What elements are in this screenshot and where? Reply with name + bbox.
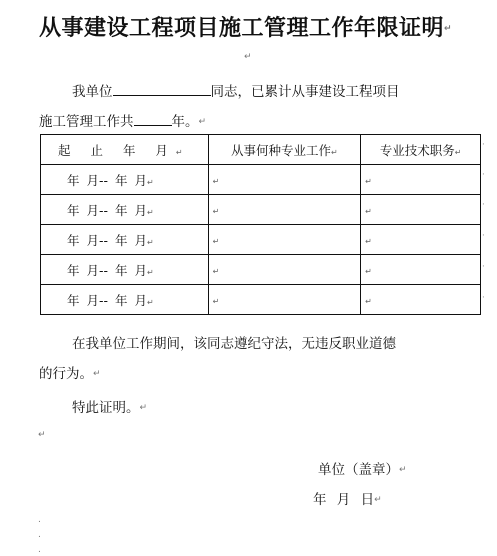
table-header-row: [41, 135, 481, 165]
table-row: [41, 285, 481, 315]
conduct-line-1: 在我单位工作期间，该同志遵纪守法，无违反职业道德: [72, 336, 396, 352]
table-row: [41, 225, 481, 255]
row-end-mark-icon: ·: [482, 140, 485, 150]
row-end-mark-icon: ·: [482, 200, 485, 210]
intro-line-1: 我单位 同志，已累计从事建设工程项目: [72, 84, 400, 100]
work-cell[interactable]: ↵: [208, 255, 360, 285]
row-end-mark-icon: ·: [482, 293, 485, 303]
document-title: 从事建设工程项目施工管理工作年限证明↵: [39, 15, 453, 41]
paragraph-mark-icon: ↵: [139, 403, 148, 413]
title-cell[interactable]: ↵: [361, 255, 481, 285]
signature-date: 年 月 日↵: [313, 492, 382, 508]
paragraph-mark-icon: ↵: [38, 430, 46, 440]
intro-line-2: 施工管理工作共 年。↵: [39, 114, 207, 130]
header-period: 起 止 年 月↵: [41, 135, 209, 165]
title-cell[interactable]: ↵: [361, 195, 481, 225]
work-cell[interactable]: ↵: [208, 195, 360, 225]
period-cell[interactable]: 年 月-- 年 月↵: [41, 285, 209, 315]
period-cell[interactable]: 年 月-- 年 月↵: [41, 165, 209, 195]
table-row: [41, 255, 481, 285]
work-cell[interactable]: ↵: [208, 225, 360, 255]
row-end-mark-icon: ·: [482, 231, 485, 241]
header-work: 从事何种专业工作↵: [208, 135, 360, 165]
table-row: [41, 195, 481, 225]
period-cell[interactable]: 年 月-- 年 月↵: [41, 255, 209, 285]
period-cell[interactable]: 年 月-- 年 月↵: [41, 225, 209, 255]
row-end-mark-icon: ·: [482, 170, 485, 180]
name-blank[interactable]: [113, 82, 211, 96]
header-title: 专业技术职务↵: [361, 135, 481, 165]
work-history-table: [40, 134, 481, 315]
signature-unit: 单位（盖章）↵: [318, 462, 407, 478]
paragraph-mark-icon: ↵: [374, 495, 382, 505]
period-cell[interactable]: 年 月-- 年 月↵: [41, 195, 209, 225]
paragraph-mark-icon: ↵: [244, 52, 252, 62]
work-cell[interactable]: ↵: [208, 285, 360, 315]
paragraph-mark-icon: .: [38, 545, 41, 555]
title-cell[interactable]: ↵: [361, 285, 481, 315]
paragraph-mark-icon: ↵: [198, 117, 207, 127]
certify-text: 特此证明。↵: [72, 400, 148, 416]
table-row: [41, 165, 481, 195]
work-cell[interactable]: ↵: [208, 165, 360, 195]
conduct-line-2: 的行为。↵: [39, 366, 101, 382]
paragraph-mark-icon: .: [38, 515, 41, 525]
title-cell[interactable]: ↵: [361, 165, 481, 195]
paragraph-mark-icon: ↵: [444, 24, 453, 34]
row-end-mark-icon: ·: [482, 262, 485, 272]
title-cell[interactable]: ↵: [361, 225, 481, 255]
paragraph-mark-icon: ↵: [93, 369, 101, 379]
paragraph-mark-icon: ↵: [399, 465, 407, 475]
paragraph-mark-icon: .: [38, 530, 41, 540]
years-blank[interactable]: [134, 112, 172, 126]
